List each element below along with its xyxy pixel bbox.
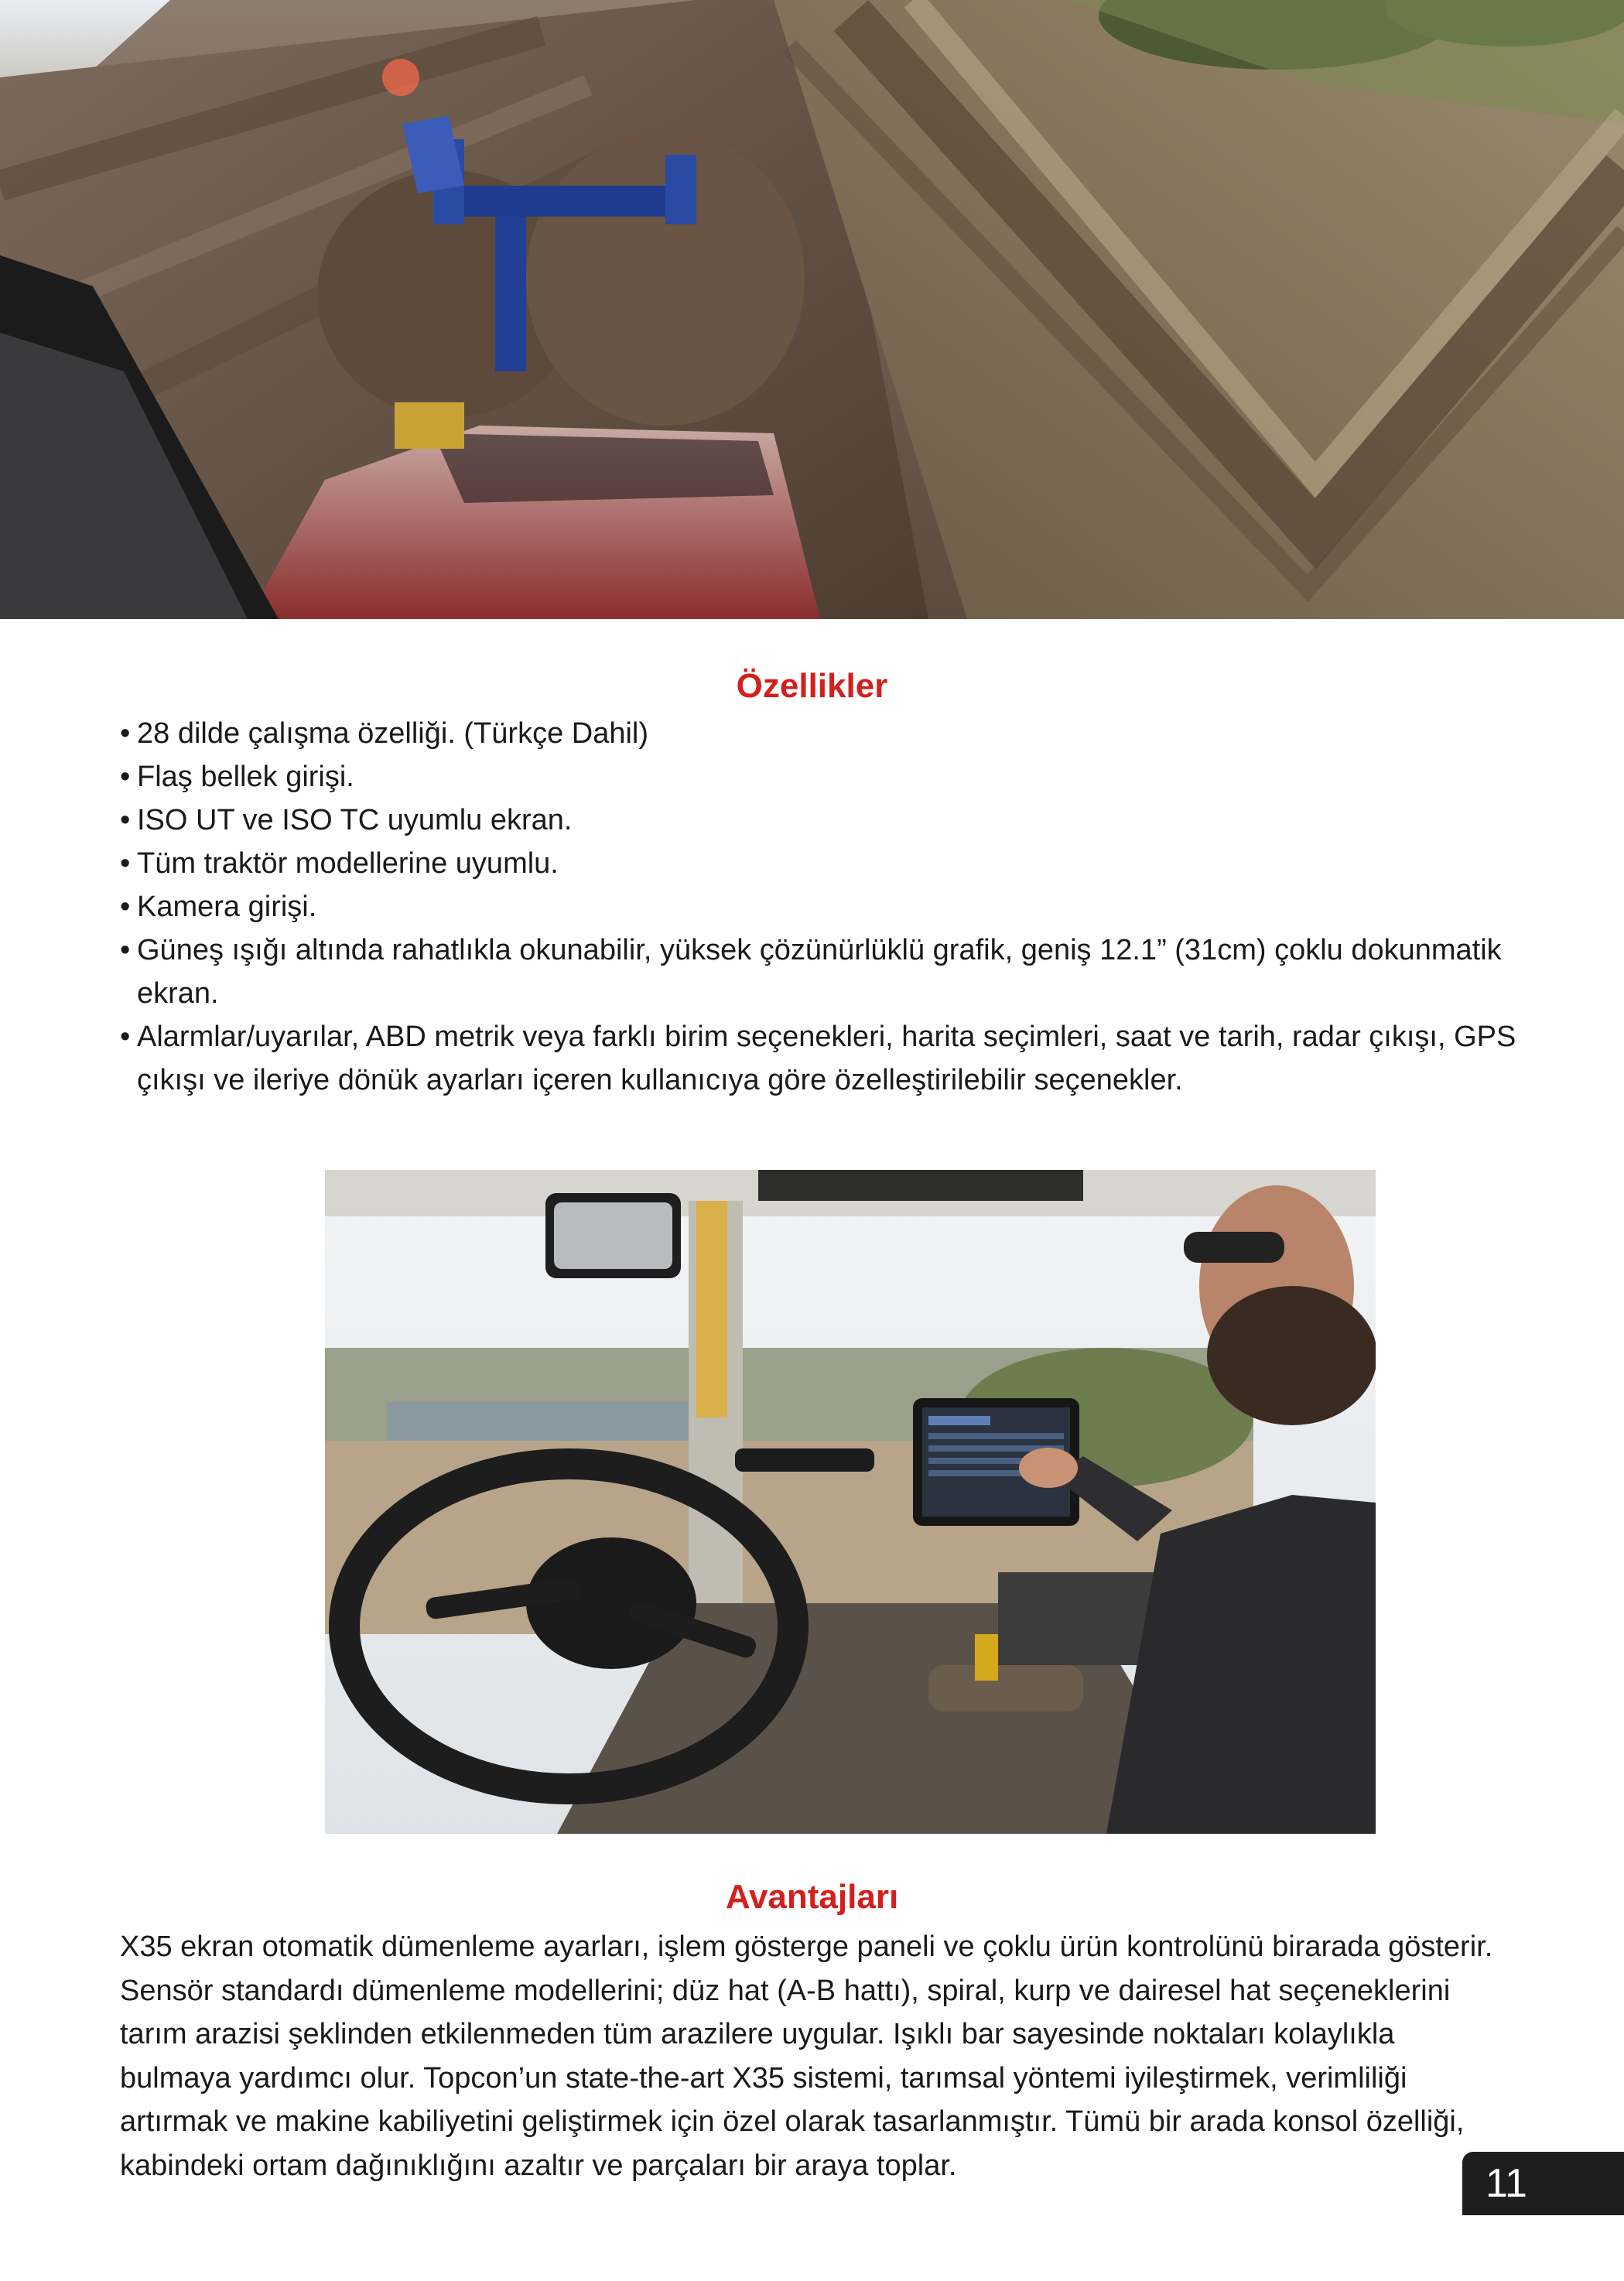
tractor-cabin-illustration xyxy=(325,1170,1376,1834)
features-list xyxy=(120,712,1536,1102)
features-list-item: • Flaş bellek girişi. xyxy=(120,755,1536,799)
tractor-field-illustration xyxy=(0,0,1624,619)
page-number: 11 xyxy=(1486,2161,1527,2206)
features-list-item: • ISO UT ve ISO TC uyumlu ekran. xyxy=(120,799,1536,842)
features-list-item: • 28 dilde çalışma özelliği. (Türkçe Dahil) xyxy=(120,712,1536,755)
tractor-cabin-photo xyxy=(325,1170,1376,1834)
advantages-heading: Avantajları xyxy=(725,1878,899,1916)
page-number-tab xyxy=(1462,2152,1624,2215)
features-list-item: • Kamera girişi. xyxy=(120,885,1536,928)
tractor-field-photo xyxy=(0,0,1624,619)
features-heading: Özellikler xyxy=(736,667,888,705)
features-list-item: • Tüm traktör modellerine uyumlu. xyxy=(120,842,1536,885)
features-list-item: • Güneş ışığı altında rahatlıkla okunabilir, yüksek çözünürlüklü grafik, geniş 12.1” (31cm) çoklu dokunmatik ekran. xyxy=(120,928,1536,1015)
features-list-item: • Alarmlar/uyarılar, ABD metrik veya farklı birim seçenekleri, harita seçimleri, saat ve tarih, radar çıkışı, GPS çıkışı ve ileriye dönük ayarları içeren kullanıcıya göre özelleştirilebilir seçenekler. xyxy=(120,1015,1536,1102)
advantages-paragraph: X35 ekran otomatik dümenleme ayarları, işlem gösterge paneli ve çoklu ürün kontrolünü birarada gösterir. Sensör standardı dümenleme modellerini; düz hat (A-B hattı), spiral, kurp ve dairesel hat seçeneklerini tarım arazisi şeklinden etkilenmeden tüm arazilere uygular. Işıklı bar sayesinde noktaları kolaylıkla bulmaya yardımcı olur. Topcon’un state-the-art X35 sistemi, tarımsal yöntemi iyileştirmek, verimliliği artırmak ve makine kabiliyetini geliştirmek için özel olarak tasarlanmıştır. Tümü bir arada konsol özelliği, kabindeki ortam dağınıklığını azaltır ve parçaları bir araya toplar. xyxy=(120,1930,1493,2182)
